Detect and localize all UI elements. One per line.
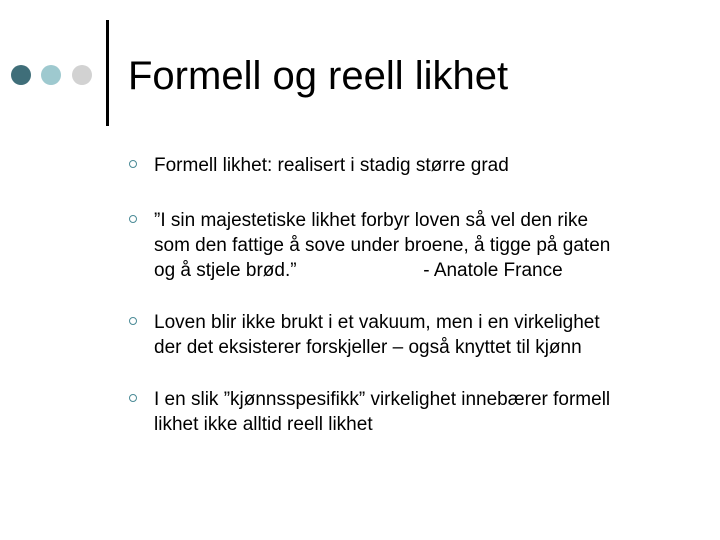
bullet-text: Formell likhet: realisert i stadig større grad <box>154 155 509 176</box>
slide-title: Formell og reell likhet <box>128 54 509 98</box>
bullet-text: Loven blir ikke brukt i et vakuum, men i en virkelighet der det eksisterer forskjeller – også knyttet til kjønn <box>154 312 600 358</box>
bullet-text-quote: ”I sin majestetiske likhet forbyr loven så vel den rike som den fattige å sove under broene, å tigge på gaten og å stjele brød.” - Anatole France <box>154 210 611 281</box>
bullet-circle-icon <box>129 394 137 402</box>
decoration-dot-dark <box>11 65 31 85</box>
decoration-dot-gray <box>72 65 92 85</box>
bullet-circle-icon <box>129 160 137 168</box>
title-divider <box>106 20 109 126</box>
bullet-circle-icon <box>129 215 137 223</box>
bullet-text: I en slik ”kjønnsspesifikk” virkelighet innebærer formell likhet ikke alltid reell likhet <box>154 389 611 435</box>
bullet-circle-icon <box>129 317 137 325</box>
decoration-dot-light <box>41 65 61 85</box>
